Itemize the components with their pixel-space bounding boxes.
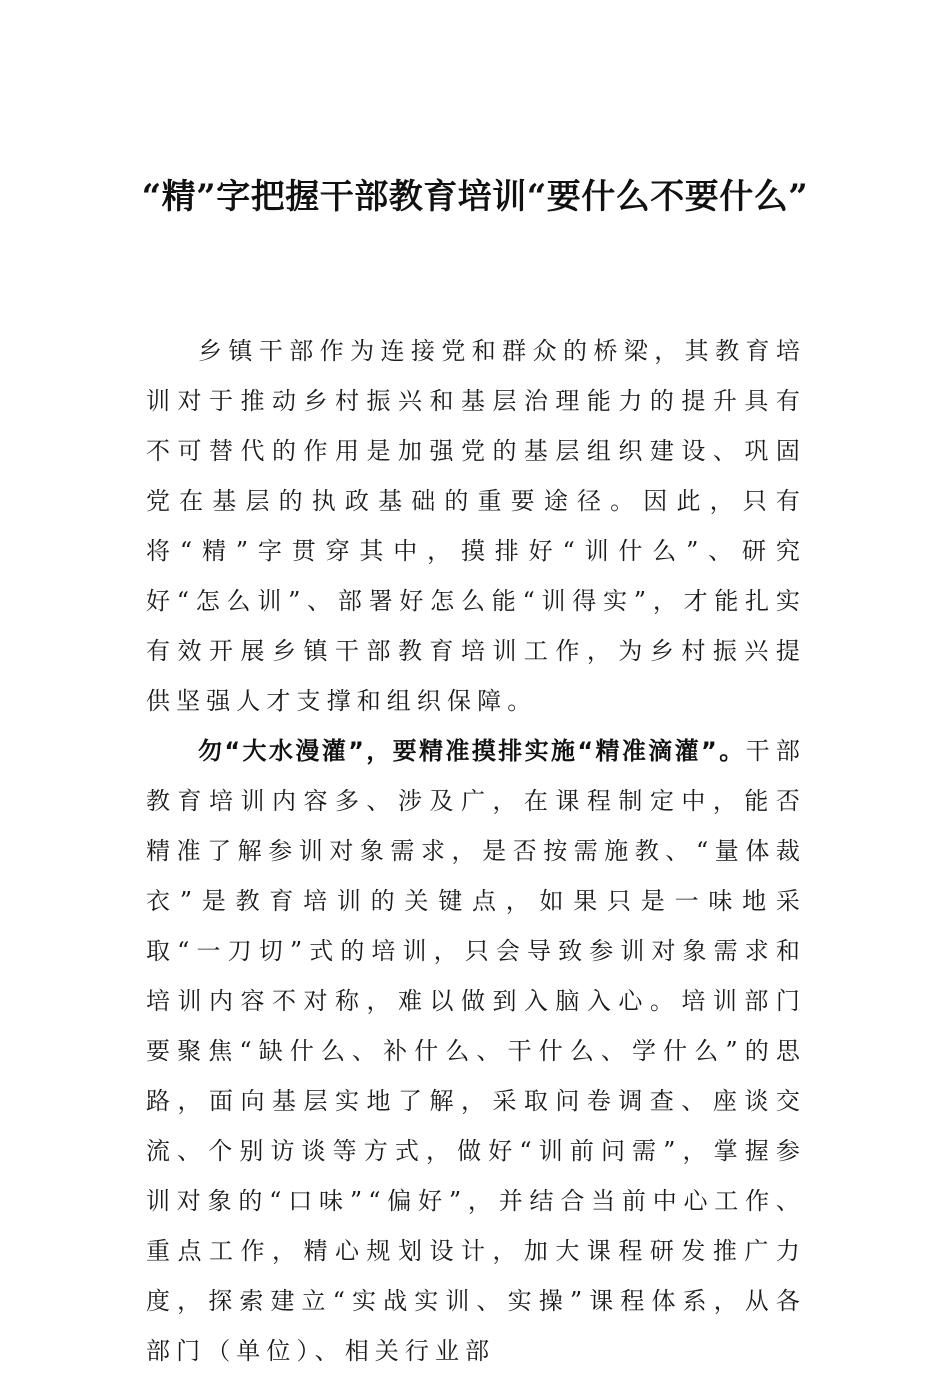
paragraph-text: 乡镇干部作为连接党和群众的桥梁，其教育培训对于推动乡村振兴和基层治理能力的提升具有不可替代的作用是加强党的基层组织建设、巩固党在基层的执政基础的重要途径。因此，只有将“精”字贯穿其中，摸排好“训什么”、研究好“怎么训”、部署好怎么能“训得实”，才能扎实有效开展乡镇干部教育培训工作，为乡村振兴提供坚强人才支撑和组织保障。 [146, 337, 806, 715]
document-title: “精”字把握干部教育培训“要什么不要什么” [141, 177, 809, 217]
document-body [146, 326, 806, 1376]
paragraph-intro [146, 326, 806, 726]
paragraph-lead: 勿“大水漫灌”，要精准摸排实施“精准滴灌”。 [198, 737, 746, 765]
paragraph-text: 干部教育培训内容多、涉及广，在课程制定中，能否精准了解参训对象需求，是否按需施教、“量体裁衣”是教育培训的关键点，如果只是一味地采取“一刀切”式的培训，只会导致参训对象需求和培训内容不对称，难以做到入脑入心。培训部门要聚焦“缺什么、补什么、干什么、学什么”的思路，面向基层实地了解，采取问卷调查、座谈交流、个别访谈等方式，做好“训前问需”，掌握参训对象的“口味”“偏好”，并结合当前中心工作、重点工作，精心规划设计，加大课程研发推广力度，探索建立“实战实训、实操”课程体系，从各部门（单位）、相关行业部 [146, 737, 806, 1365]
paragraph-section-1 [146, 726, 806, 1376]
